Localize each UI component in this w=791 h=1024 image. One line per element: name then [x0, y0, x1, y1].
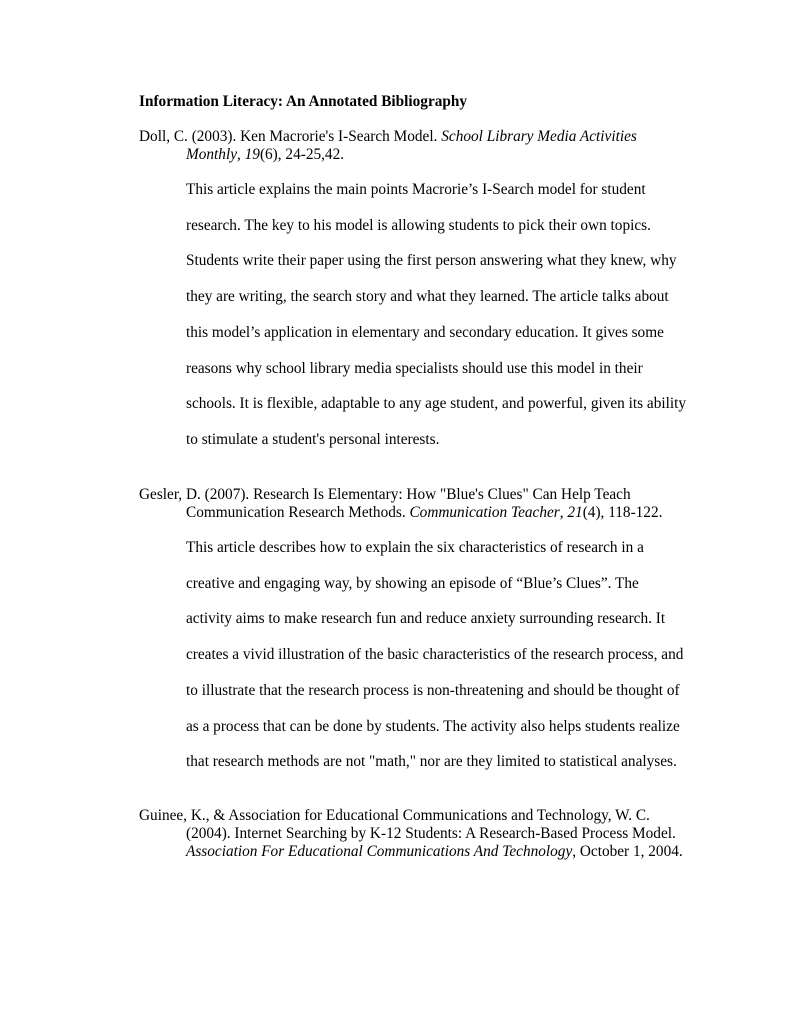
citation-italic-text: Monthly: [186, 146, 237, 163]
annotation-line: schools. It is flexible, adaptable to any age student, and powerful, given its ability: [186, 395, 687, 413]
citation-italic-text: Association For Educational Communications And Technology: [186, 843, 573, 860]
annotation-line: This article explains the main points Macrorie’s I-Search model for student: [186, 181, 646, 198]
citation-italic-text: 19: [244, 146, 260, 163]
annotation-line: that research methods are not "math," nor are they limited to statistical analyses.: [186, 753, 677, 771]
citation-line: [139, 128, 729, 146]
annotation-line: this model’s application in elementary and secondary education. It gives some: [186, 323, 664, 341]
citation-gesler: [139, 486, 729, 522]
citation-text: ,: [559, 504, 568, 521]
annotation-line: research. The key to his model is allowing students to pick their own topics.: [186, 216, 651, 234]
annotation-line: creative and engaging way, by showing an episode of “Blue’s Clues”. The: [186, 574, 639, 592]
citation-italic-text: School Library Media Activities: [441, 128, 637, 145]
annotation-line: they are writing, the search story and what they learned. The article talks about: [186, 288, 669, 306]
citation-text: Communication Research Methods.: [186, 504, 410, 521]
annotation-line: activity aims to make research fun and reduce anxiety surrounding research. It: [186, 610, 666, 628]
document-title: Information Literacy: An Annotated Bibliography: [139, 93, 468, 110]
citation-text: Gesler, D. (2007). Research Is Elementary: How "Blue's Clues" Can Help Teach: [139, 486, 631, 503]
citation-line: [139, 146, 729, 164]
citation-line: [139, 486, 729, 504]
annotation-line: reasons why school library media specialists should use this model in their: [186, 359, 643, 377]
annotation-line: This article describes how to explain the six characteristics of research in a: [186, 539, 644, 556]
citation-text: Doll, C. (2003). Ken Macrorie's I-Search Model.: [139, 128, 442, 145]
annotation-line: Students write their paper using the first person answering what they knew, why: [186, 252, 677, 270]
citation-line: [139, 825, 729, 843]
citation-doll: [139, 128, 729, 164]
annotation-line: as a process that can be done by students. The activity also helps students realize: [186, 717, 680, 735]
annotation-line: to illustrate that the research process is non-threatening and should be thought of: [186, 681, 680, 699]
citation-italic-text: 21: [567, 504, 583, 521]
annotation-line: creates a vivid illustration of the basic characteristics of the research process, and: [186, 646, 684, 664]
citation-text: , October 1, 2004.: [572, 843, 683, 860]
citation-line: [139, 807, 729, 825]
citation-text: (4), 118-122.: [582, 504, 663, 521]
citation-line: [139, 843, 729, 861]
citation-line: [139, 504, 729, 522]
citation-guinee: [139, 807, 729, 861]
citation-text: (6), 24-25,42.: [259, 146, 345, 163]
citation-italic-text: Communication Teacher: [409, 504, 560, 521]
annotation-doll: [186, 172, 746, 458]
annotation-gesler: [186, 530, 746, 780]
citation-text: (2004). Internet Searching by K-12 Students: A Research-Based Process Model.: [186, 825, 676, 842]
citation-text: Guinee, K., & Association for Educational Communications and Technology, W. C.: [139, 807, 650, 824]
citation-text: ,: [236, 146, 245, 163]
annotation-line: to stimulate a student's personal interests.: [186, 430, 440, 448]
